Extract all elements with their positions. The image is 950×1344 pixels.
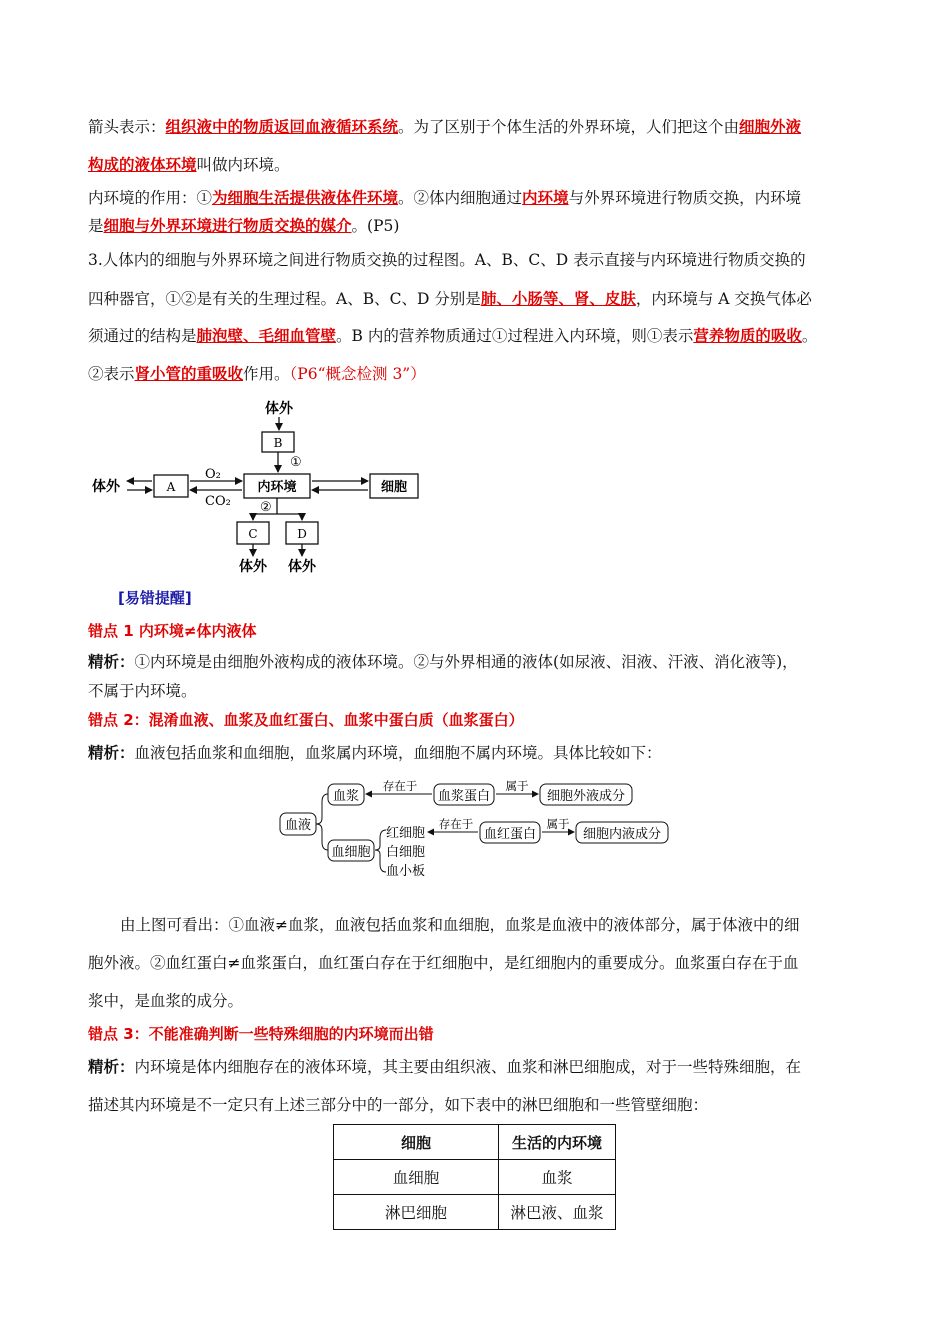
outside-d-label: 体外 (288, 559, 316, 575)
cell-label: 细胞 (380, 480, 408, 495)
organ-a-label: A (166, 480, 176, 494)
para2-highlight-2: 内环境 (522, 188, 569, 207)
para3-l2-suffix: ，内环境与 A 交换气体必 (635, 290, 812, 308)
error-2-text: 血液包括血浆和血细胞，血浆属内环境，血细胞不属内环境。具体比较如下： (134, 744, 662, 762)
para2-line2-prefix: 是 (88, 217, 104, 235)
error-1-line1 (88, 651, 798, 673)
table-header-environment: 生活的内环境 (499, 1125, 616, 1160)
process-1-label: ① (290, 455, 302, 470)
table-header-cell: 细胞 (334, 1125, 499, 1160)
organ-b-label: B (273, 436, 283, 450)
para1-mid: 。为了区别于个体生活的外界环境，人们把这个由 (398, 118, 740, 136)
para3-highlight-1: 肺、小肠等、肾、皮肤 (480, 289, 636, 308)
platelet-label: 血小板 (386, 864, 426, 879)
table-cell: 血浆 (499, 1160, 616, 1195)
exists-in-label-1: 存在于 (382, 779, 418, 793)
belongs-label-1: 属于 (505, 779, 529, 793)
para1-prefix: 箭头表示： (88, 118, 166, 136)
para1-suffix: 叫做内环境。 (196, 156, 290, 174)
conclusion-line1: 由上图可看出：①血液≠血浆，血液包括血浆和血细胞，血浆是血液中的液体部分，属于体液中的细 (120, 916, 800, 934)
ecf-label: 细胞外液成分 (546, 789, 626, 804)
organ-c-label: C (248, 527, 258, 541)
outside-left-label: 体外 (92, 479, 120, 495)
error-3-line1 (88, 1056, 801, 1078)
icf-label: 细胞内液成分 (582, 827, 662, 842)
conclusion-line2: 胞外液。②血红蛋白≠血浆蛋白，血红蛋白存在于红细胞中，是红细胞内的重要成分。血浆蛋白存在于血 (88, 954, 799, 972)
error-3-text1: 内环境是体内细胞存在的液体环境，其主要由组织液、血浆和淋巴细胞成，对于一些特殊细胞，在 (134, 1058, 802, 1076)
internal-environment-label: 内环境 (257, 480, 297, 495)
para3-highlight-4: 肾小管的重吸收 (134, 364, 244, 383)
para1-line1 (88, 116, 801, 138)
error-3-title: 错点 3：不能准确判断一些特殊细胞的内环境而出错 (88, 1025, 434, 1043)
o2-label: O₂ (205, 467, 221, 482)
para3-l4-prefix: ②表示 (88, 365, 135, 383)
error-1-label: 精析： (88, 653, 135, 671)
para1-highlight-1: 组织液中的物质返回血液循环系统 (165, 117, 399, 136)
para3-l3-mid: 。B 内的营养物质通过①过程进入内环境，则①表示 (336, 327, 694, 345)
error-1-title: 错点 1 内环境≠体内液体 (88, 622, 257, 640)
para2-mid: 。②体内细胞通过 (398, 189, 523, 207)
error-2-title: 错点 2：混淆血液、血浆及血红蛋白、血浆中蛋白质（血浆蛋白） (88, 711, 524, 729)
para2-line1 (88, 187, 801, 209)
para3-l3-prefix: 须通过的结构是 (88, 327, 197, 345)
error-2-label: 精析： (88, 744, 135, 762)
exists-in-label-2: 存在于 (438, 817, 474, 831)
para3-line2 (88, 288, 812, 310)
exchange-diagram (80, 392, 430, 577)
table-cell: 血细胞 (334, 1160, 499, 1195)
blood-cells-label: 血细胞 (331, 845, 371, 860)
error-1-line2: 不属于内环境。 (88, 682, 197, 700)
para1-highlight-2b: 构成的液体环境 (88, 155, 197, 174)
error-3-line2: 描述其内环境是不一定只有上述三部分中的一部分，如下表中的淋巴细胞和一些管壁细胞： (88, 1096, 709, 1114)
para1-highlight-2a: 细胞外液 (739, 117, 802, 136)
blood-label: 血液 (284, 818, 312, 833)
belongs-label-2: 属于 (546, 817, 570, 831)
co2-label: CO₂ (205, 494, 231, 509)
para2-highlight-1: 为细胞生活提供液体件环境 (212, 188, 399, 207)
table-cell: 淋巴液、血浆 (499, 1195, 616, 1230)
para2-line2 (88, 215, 399, 237)
para3-l2-prefix: 四种器官，①②是有关的生理过程。A、B、C、D 分别是 (88, 290, 481, 308)
plasma-protein-label: 血浆蛋白 (437, 789, 491, 804)
outside-top-label: 体外 (265, 401, 293, 417)
table-cell: 淋巴细胞 (334, 1195, 499, 1230)
rbc-label: 红细胞 (386, 826, 426, 841)
error-3-label: 精析： (88, 1058, 135, 1076)
wbc-label: 白细胞 (386, 845, 426, 860)
para3-line4 (88, 363, 426, 385)
para1-line2 (88, 154, 290, 176)
plasma-label: 血浆 (332, 789, 360, 804)
error-1-text1: ①内环境是由细胞外液构成的液体环境。②与外界相通的液体(如尿液、泪液、汗液、消化液等)， (134, 653, 798, 671)
environment-table (333, 1124, 616, 1230)
para3-reference: （P6“概念检测 3”） (289, 365, 426, 383)
table-row (334, 1160, 616, 1195)
para3-highlight-3: 营养物质的吸收 (693, 326, 802, 345)
para3-l3-suffix: 。 (801, 327, 818, 345)
process-2-label: ② (260, 500, 272, 515)
organ-d-label: D (297, 527, 307, 541)
table-row (334, 1195, 616, 1230)
blood-diagram (276, 778, 676, 884)
para2-prefix: 内环境的作用：① (88, 189, 213, 207)
conclusion-line3: 浆中，是血浆的成分。 (88, 992, 244, 1010)
para3-line3 (88, 325, 817, 347)
para3-line1: 3.人体内的细胞与外界环境之间进行物质交换的过程图。A、B、C、D 表示直接与内环境进行物质交换的 (88, 251, 806, 269)
para2-highlight-3: 细胞与外界环境进行物质交换的媒介 (103, 216, 352, 235)
para2-mid2: 与外界环境进行物质交换，内环境 (568, 189, 802, 207)
outside-c-label: 体外 (239, 559, 267, 575)
para3-highlight-2: 肺泡壁、毛细血管壁 (196, 326, 337, 345)
tips-title: [易错提醒] (118, 589, 192, 607)
para2-suffix: 。(P5) (351, 217, 400, 235)
error-2-line1 (88, 742, 662, 764)
para3-l4-mid: 作用。 (243, 365, 290, 383)
hemoglobin-label: 血红蛋白 (483, 827, 537, 842)
table-header-row (334, 1125, 616, 1160)
